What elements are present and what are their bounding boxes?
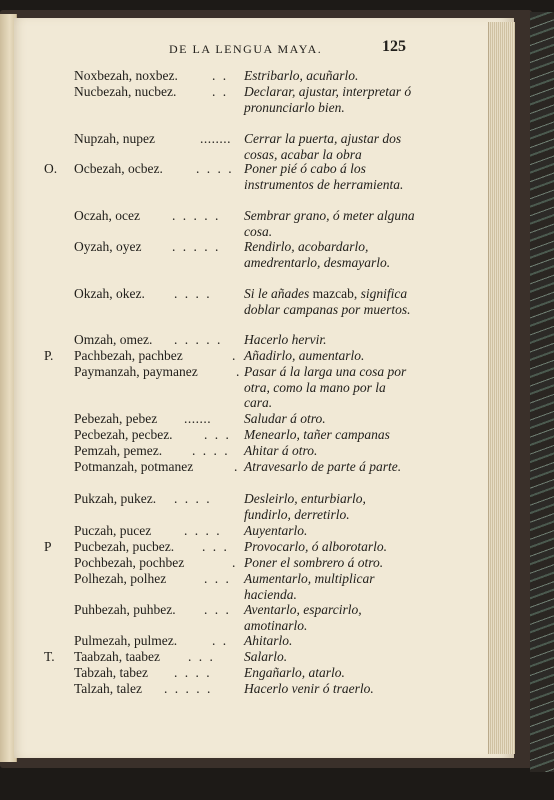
maya-term: Polhezah, polhez bbox=[74, 571, 167, 586]
spanish-gloss: Aventarlo, esparcirlo, amotinarlo. bbox=[244, 602, 362, 633]
spanish-gloss: Pasar á la larga una cosa por otra, como la mano por la cara. bbox=[244, 364, 407, 410]
spanish-gloss: Engañarlo, atarlo. bbox=[244, 665, 345, 680]
leader-dots: . . bbox=[212, 68, 229, 83]
spanish-gloss: Desleirlo, enturbiarlo, fundirlo, derretirlo. bbox=[244, 491, 366, 522]
page-number: 125 bbox=[382, 38, 406, 55]
leader-dots: . . . . bbox=[192, 443, 230, 458]
leader-dots: . . . . bbox=[174, 665, 212, 680]
maya-term: Puczah, pucez bbox=[74, 523, 152, 538]
leader-dots: . . . bbox=[202, 539, 229, 554]
marbled-cover-edge bbox=[530, 12, 554, 772]
leader-dots: . bbox=[232, 348, 238, 363]
gloss-text: Si le añades bbox=[244, 286, 310, 301]
section-letter: T. bbox=[44, 649, 55, 664]
book-page bbox=[14, 18, 514, 758]
leader-dots: . . . . . bbox=[164, 681, 213, 696]
maya-term: Potmanzah, potmanez bbox=[74, 459, 194, 474]
maya-term: Nupzah, nupez bbox=[74, 131, 155, 146]
spanish-gloss: Hacerlo venir ó traerlo. bbox=[244, 681, 374, 696]
spanish-gloss bbox=[244, 286, 416, 317]
spanish-gloss: Poner el sombrero á otro. bbox=[244, 555, 384, 570]
leader-dots: . . . . . bbox=[174, 332, 223, 347]
spanish-gloss: Cerrar la puerta, ajustar dos cosas, acabar la obra bbox=[244, 131, 402, 162]
maya-term: Oyzah, oyez bbox=[74, 239, 142, 254]
maya-term: Puhbezah, puhbez. bbox=[74, 602, 176, 617]
leader-dots: . . . . bbox=[174, 491, 212, 506]
maya-term: Pukzah, pukez. bbox=[74, 491, 157, 506]
leader-dots: . bbox=[236, 364, 242, 379]
maya-term: Okzah, okez. bbox=[74, 286, 145, 301]
spanish-gloss: Auyentarlo. bbox=[244, 523, 308, 538]
spanish-gloss: Salarlo. bbox=[244, 649, 288, 664]
spanish-gloss: Provocarlo, ó alborotarlo. bbox=[244, 539, 387, 554]
leader-dots: ....... bbox=[184, 411, 212, 426]
page-stack-edge bbox=[488, 22, 515, 754]
maya-word: mazcab, bbox=[312, 286, 358, 301]
leader-dots: . . . . bbox=[174, 286, 212, 301]
section-letter: P. bbox=[44, 348, 54, 363]
gloss-text: significa doblar campanas por muertos. bbox=[244, 286, 411, 317]
maya-term: Noxbezah, noxbez. bbox=[74, 68, 178, 83]
leader-dots: . . . bbox=[204, 571, 231, 586]
maya-term: Omzah, omez. bbox=[74, 332, 153, 347]
maya-term: Nucbezah, nucbez. bbox=[74, 84, 177, 99]
maya-term: Tabzah, tabez bbox=[74, 665, 149, 680]
spanish-gloss: Saludar á otro. bbox=[244, 411, 326, 426]
maya-term: Pebezah, pebez bbox=[74, 411, 158, 426]
spanish-gloss: Atravesarlo de parte á parte. bbox=[244, 459, 402, 474]
leader-dots: . . . bbox=[204, 427, 231, 442]
leader-dots: . . . . bbox=[196, 161, 234, 176]
section-letter: P bbox=[44, 539, 52, 554]
maya-term: Pochbezah, pochbez bbox=[74, 555, 185, 570]
leader-dots: . . . . . bbox=[172, 239, 221, 254]
maya-term: Pucbezah, pucbez. bbox=[74, 539, 175, 554]
spanish-gloss: Declarar, ajustar, interpretar ó pronunciarlo bien. bbox=[244, 84, 412, 115]
leader-dots: . . bbox=[212, 84, 229, 99]
dictionary-entries bbox=[14, 18, 514, 758]
spanish-gloss: Poner pié ó cabo á los instrumentos de herramienta. bbox=[244, 161, 404, 192]
leader-dots: ........ bbox=[200, 131, 231, 146]
leader-dots: . . . bbox=[204, 602, 231, 617]
running-head: DE LA LENGUA MAYA. bbox=[169, 42, 323, 56]
spanish-gloss: Añadirlo, aumentarlo. bbox=[244, 348, 365, 363]
leader-dots: . . . . . bbox=[172, 208, 221, 223]
maya-term: Pulmezah, pulmez. bbox=[74, 633, 178, 648]
spanish-gloss: Estribarlo, acuñarlo. bbox=[244, 68, 359, 83]
spanish-gloss: Ahitarlo. bbox=[244, 633, 293, 648]
maya-term: Talzah, talez bbox=[74, 681, 143, 696]
maya-term: Pecbezah, pecbez. bbox=[74, 427, 173, 442]
maya-term: Ocbezah, ocbez. bbox=[74, 161, 163, 176]
spanish-gloss: Hacerlo hervir. bbox=[244, 332, 327, 347]
spanish-gloss: Sembrar grano, ó meter alguna cosa. bbox=[244, 208, 415, 239]
leader-dots: . . bbox=[212, 633, 229, 648]
spanish-gloss: Menearlo, tañer campanas bbox=[244, 427, 390, 442]
section-letter: O. bbox=[44, 161, 58, 176]
leader-dots: . bbox=[232, 555, 238, 570]
maya-term: Taabzah, taabez bbox=[74, 649, 160, 664]
maya-term: Oczah, ocez bbox=[74, 208, 140, 223]
maya-term: Pachbezah, pachbez bbox=[74, 348, 183, 363]
maya-term: Paymanzah, paymanez bbox=[74, 364, 198, 379]
leader-dots: . . . bbox=[188, 649, 215, 664]
spanish-gloss: Aumentarlo, multiplicar hacienda. bbox=[244, 571, 375, 602]
leader-dots: . . . . bbox=[184, 523, 222, 538]
maya-term: Pemzah, pemez. bbox=[74, 443, 163, 458]
spanish-gloss: Rendirlo, acobardarlo, amedrentarlo, desmayarlo. bbox=[244, 239, 391, 270]
spanish-gloss: Ahitar á otro. bbox=[244, 443, 318, 458]
leader-dots: . bbox=[234, 459, 240, 474]
